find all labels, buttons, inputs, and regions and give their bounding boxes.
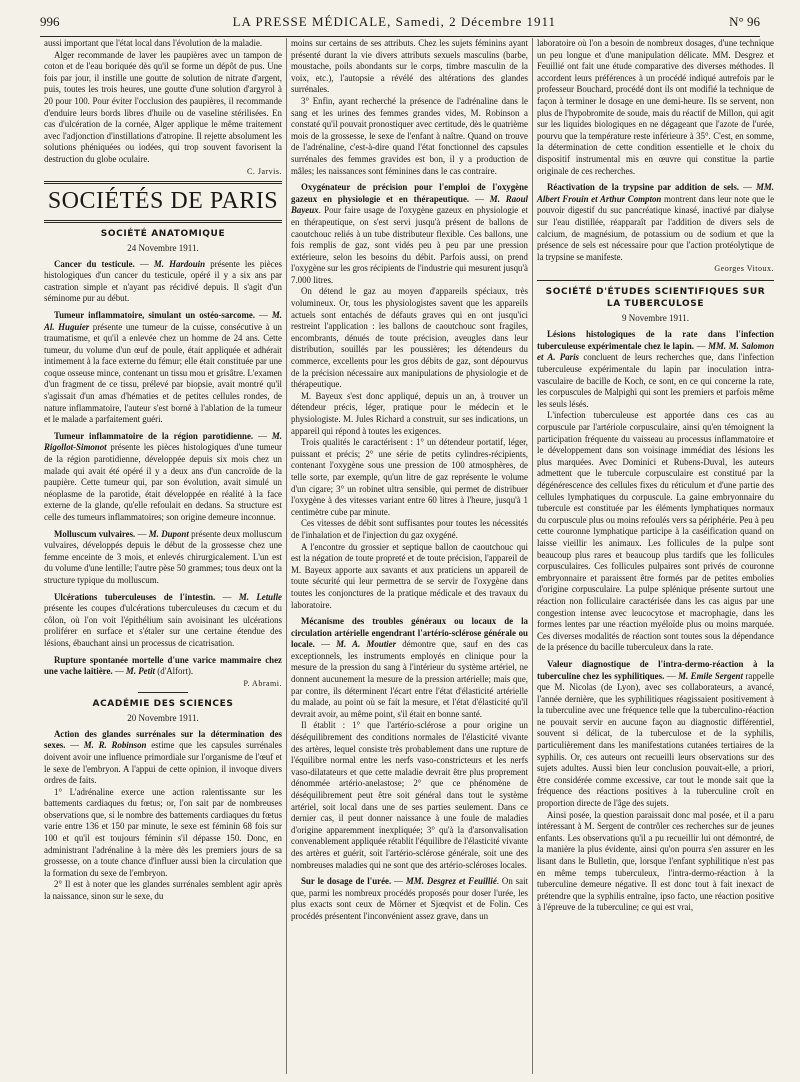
signature: Georges Vitoux. [714,264,774,274]
entry: Tumeur inflammatoire de la région parotidienne. — M. Rigollot-Simonot présente les pièces histologiques d'une tumeur de la région parotidienne, développée depuis six mois chez un malade qui avait été opéré il y a deux ans d'un cancroïde de la paupière. Cette tumeur qui, par son évolution, avait simulé un néoplasme de la parotide, était développée en réalité à la face externe de la glande, qu'elle refoulait en dedans. Sa structure est celle des tumeurs inflammatoires; son origine demeure inconnue. [44,430,283,522]
entry: Molluscum vulvaires. — M. Dupont présente deux molluscum vulvaires, développés depuis le début de la grossesse chez une femme enceinte de 3 mois, et enlevés chirurgicalement. L'un est du volume d'une lentille; l'autre pèse 50 grammes; tous deux ont la structure typique du molluscum. [44,528,283,585]
page-header [40,14,760,37]
entry: Valeur diagnostique de l'intra-dermo-réaction à la tuberculine chez les syphilitiques. — M. Emile Sergent rappelle que M. Nicolas (de Lyon), avec ses collaborateurs, a avancé, l'année dernière, que les syphilitiques réagissaient positivement à la tuberculine avec une fréquence telle que la tuberculino-réaction ne pouvait servir en aucune façon au diagnostic différentiel, souvent si délicat, de la tuberculose et de la syphilis, particulièrement dans les manifestations cutanées tertiaires de la syphilis. Or, ces auteurs ont recueilli leurs observations sur des sujets adultes. Aussi bien leur conclusion pouvait-elle, a priori, être considérée comme excessive, car tout le monde sait que la fréquence des réactions positives à la tuberculine croît en proportion directe de l'âge des sujets. [537,658,775,809]
paragraph: Ces vitesses de débit sont suffisantes pour toutes les nécessités de l'inhalation et de l'injection du gaz oxygéné. [291,518,528,540]
entry: Action des glandes surrénales sur la détermination des sexes. — M. R. Robinson estime que les capsules surrénales doivent avoir une influence primordiale sur l'organisme de l'œuf et le sexe de l'embryon. A l'appui de cette opinion, il invoque divers ordres de faits. [44,728,283,786]
signature: C. Jarvis. [247,166,282,176]
entry: Lésions histologiques de la rate dans l'infection tuberculeuse expérimentale chez le lapin. — MM. M. Salomon et A. Paris concluent de leurs recherches que, dans l'infection tuberculeuse expérimentale du lapin par inoculation intra-vasculaire de bacille de Koch, ce sont, en ce qui concerne la rate, les corpuscules de Malpighi qui sont les premiers et parfois même les seuls lésés. [537,329,775,409]
issue-number: N° 96 [729,14,760,29]
divider [44,181,282,184]
session-date: 9 Novembre 1911. [622,313,689,324]
paragraph: 1° L'adrénaline exerce une action ralentissante sur les battements cardiaques du fœtus; or, l'on sait par de nombreuses observations que, si le nombre des battements cardiaques du fœtus varie entre 136 et 150 par minute, le sexe est féminin 68 fois sur 100 et qu'il est toujours féminin s'il dépasse 150. Donc, en administrant l'adrénaline à la mère dès les premiers jours de sa grossesse, on a toute chance d'influer aussi bien la circulation que la formation du sexe de l'embryon. [44,786,282,878]
section-title: SOCIÉTÉS DE PARIS [47,187,279,214]
divider [138,692,188,693]
paragraph: moins sur certains de ses attributs. Chez les sujets féminins ayant présenté durant la vie divers attributs sexuels masculins (barbe, moustache, poils abondants sur le corps, timbre masculin de la voix, etc.), l'autopsie a révélé des altérations des glandes surrénales. [291,38,528,95]
session-date: 20 Novembre 1911. [127,712,199,723]
column-1 [40,38,286,1074]
paragraph: 3° Enfin, ayant recherché la présence de l'adrénaline dans le sang et les urines des femmes grandes vides, M. Robinson a constaté qu'il pouvait pronostiquer avec certitude, dès le quatrième mois de la grossesse, le sexe de l'enfant à naître. Quand on trouve de l'adrénaline, c'est-à-dire quand l'état fonctionnel des capsules surrénales des femmes gravides est bon, il y a production de mâles; les naissances sont féminines dans le cas contraire. [291,95,528,176]
paragraph: A l'encontre du grossier et septique ballon de caoutchouc qui est la négation de toute propreté et de toute précision, l'appareil de M. Bayeux apporte aux savants et aux praticiens un appareil de toute sécurité qui leur permettra de se servir de l'oxygène dans toutes les conjonctures de la pratique médicale et des travaux du laboratoire. [291,541,528,610]
society-heading: SOCIÉTÉ D'ÉTUDES SCIENTIFIQUES SUR LA TUBERCULOSE [545,287,766,310]
session-date: 24 Novembre 1911. [127,242,199,253]
paragraph: Ainsi posée, la question paraissait donc mal posée, et il a paru intéressant à M. Sergent de contrôler ces recherches sur de jeunes enfants. Les observations qu'il a pu recueillir lui ont démontré, de la manière la plus évidente, ainsi qu'on pourra s'en assurer en les lisant dans le Bulletin, que, lorsque l'enfant syphilitique n'est pas en même temps tuberculeux, l'intra-dermo-réaction à la tuberculine demeure négative. Il est donc tout à fait inexact de prétendre que la syphilis entraîne, ipso facto, une réaction positive à l'épreuve de la tuberculine; ce qui est vrai, [537,809,774,913]
paragraph: laboratoire où l'on a besoin de nombreux dosages, d'une technique un peu longue et d'une manipulation délicate. MM. Desgrez et Feuillié ont fait une étude comparative des diverses méthodes. Il accordent leurs préférences à un procédé indiqué autrefois par le professeur Bouchard, procédé dont ils ont modifié la technique de façon à terminer le dosage en une demi-heure. Ils se servent, non plus de l'hypobromite de soude, mais du réactif de Millon, qui agit sur les liquides biologiques en ne dégageant que l'azote de l'urée, pourvu que la température reste inférieure à 35°. C'est, en somme, la détermination de cette condition essentielle et le choix du dispositif instrumental mis en œuvre qui constitue la partie originale de ces recherches. [537,38,774,176]
entry: Cancer du testicule. — M. Hardouin présente les pièces histologiques d'un cancer du testicule, opéré il y a six ans par castration simple et n'ayant pas récidivé depuis. Il s'agit d'un séminome pur au début. [44,258,282,304]
entry: Ulcérations tuberculeuses de l'intestin. — M. Letulle présente les coupes d'ulcérations tuberculeuses du cæcum et du côlon, où l'on voit l'épithélium sain avoisinant les ulcérations proliférer en surface et s'étaler sur une certaine étendue des lésions, ébauchant ainsi un processus de cicatrisation. [44,591,282,648]
paragraph: 2° Il est à noter que les glandes surrénales semblent agir après la naissance, sinon sur le sexe, du [44,879,282,902]
paragraph: L'infection tuberculeuse est apportée dans ces cas au corpuscule par l'artériole corpusculaire, ainsi qu'en témoignent la participation fréquente du vaisseau au processus inflammatoire et le développement dans son voisinage immédiat des lésions les plus marquées. Avec Dominici et Rubens-Duval, les auteurs admettent que le tubercule corpusculaire est constitué par la dégénérescence des cellules fixes du réticulum et d'une partie des cellules lymphatiques du corpuscule. La gaine embryonnaire du tubercule est constituée par les éléments lymphatiques normaux du corpuscule plus ou moins refoulés vers sa périphérie. Peu à peu cette couronne lymphatique participe à la caséification quand on laisse vieillir les animaux. Les follicules de la pulpe sont beaucoup plus rares et beaucoup plus tardifs que les follicules corpusculaires. Ces follicules pulpaires sont privés de couronne embryonnaire et paraissent être formés par de petites embolies d'origine corpusculaire. La pulpe splénique présente surtout une réaction non folliculaire caractérisée dans les cas aigus par une congestion intense avec leucocytose et macrophagie, dans les formes lentes par une réaction myéloïde plus ou moins marquée. Ces diverses modalités de réaction sont toutes sous la dépendance de la présence du bacille tuberculeux dans la rate. [537,410,774,653]
paragraph: Alger recommande de laver les paupières avec un tampon de coton et de l'eau boriquée dès qu'il se forme un dépôt de pus. Une fois par jour, il instille une goutte de solution de nitrate d'argent, puis, toutes les trois heures, une goutte d'une solution d'argyrol à 20 pour 100. Pour éviter l'occlusion des paupières, il recommande d'enduire leurs bords libres d'huile ou de vaseline stérilisées. En cas d'ulcération de la cornée, Alger applique le même traitement avec l'adjonction d'instillations d'atropine. Il rejette absolument les solutions phéniquées ou iodées, qui trop souvent favorisent la destruction du globe oculaire. [44,49,282,164]
entry: Oxygénateur de précision pour l'emploi de l'oxygène gazeux en physiologie et en thérapeutique. — M. Raoul Bayeux. Pour faire usage de l'oxygène gazeux en physiologie et en thérapeutique, on s'est servi jusqu'à présent de ballons de caoutchouc reliés à un tube distributeur flexible. Ces ballons, une fois remplis de gaz, sont vidés peu à peu par une pression extérieure, selon les besoins du débit. Parfois aussi, on prend l'oxygène sur les gros récipients de l'industrie qui mesurent jusqu'à 7.000 litres. [291,182,528,285]
divider [44,220,282,223]
signature: P. Abrami. [243,678,282,688]
divider [537,280,774,281]
paragraph: Trois qualités le caractérisent : 1° un détendeur portatif, léger, puissant et précis; 2° une série de petits cylindres-récipients, contenant l'oxygène sous une pression de 100 atmosphères, de telle sorte, par exemple, qu'un litre de gaz représente le volume d'un cigare; 3° un robinet ultra sensible, qui permet de distribuer l'oxygène à des vitesses variant entre 60 litres à l'heure, jusqu'à 1 centimètre cube par minute. [291,437,528,517]
society-heading: ACADÉMIE DES SCIENCES [92,698,234,709]
entry: Sur le dosage de l'urée. — MM. Desgrez et Feuillié. On sait que, parmi les nombreux procédés proposés pour doser l'urée, les plus exacts sont ceux de Mörner et Sjœqvist et de Folin. Ces procédés présentent l'inconvénient assez grave, dans un [291,876,529,921]
paragraph: Il établit : 1° que l'artério-sclérose a pour origine un déséquilibrement des conditions normales de l'élasticité vivante des artères, lequel consiste très probablement dans une rupture de l'équilibre normal entre les nerfs vaso-constricteurs et les nerfs vaso-dilatateurs et que cette maladie devrait être plus proprement dénommée artério-anelastose; 2° que ce phénomène de déséquilibrement peut être soit général dans tout le système artériel, soit local dans une de ses parties seulement. Dans ce dernier cas, il peut donner naissance à une foule de maladies d'origine apparemment inexpliquée; 3° qu'à la d'arsonvalisation convenablement appliquée rétablit l'équilibre de l'élasticité vivante des artères et guérit, soit l'artério-sclérose générale, soit une des nombreuses maladies qui ne sont que des artério-scléroses locales. [291,720,528,870]
column-3 [532,38,778,1074]
entry: Rupture spontanée mortelle d'une varice mammaire chez une vache laitière. — M. Petit (d'Alfort). [44,654,282,677]
journal-title: LA PRESSE MÉDICALE, Samedi, 2 Décembre 1911 [232,14,557,29]
paragraph: On détend le gaz au moyen d'appareils spéciaux, très volumineux. Or, tous les physiologistes savent que les appareils actuels sont entachés de défauts graves qui en ont jusqu'ici restreint l'application : les ballons de caoutchouc sont fragiles, encombrants, dénués de toute précision, aveugles dans leur distribution, souillés par les poussières; les détendeurs du commerce, excellents pour les gros débits de gaz, sont dépourvus de la précision nécessaire aux manipulations de physiologie et de thérapeutique. [291,286,528,390]
page-number: 996 [40,14,60,29]
society-heading: SOCIÉTÉ ANATOMIQUE [100,228,226,239]
entry: Tumeur inflammatoire, simulant un ostéo-sarcome. — M. Al. Huguier présente une tumeur de la cuisse, consécutive à un traumatisme, et qu'il a enlevée chez un homme de 24 ans. Cette tumeur, du volume d'un œuf de poule, était appliquée et adhérait intimement à la face externe du fémur; elle était constituée par une coque osseuse mince, contenant un tissu mou et grisâtre. L'examen d'un fragment de ce tissu, prélevé par biopsie, avait montré qu'il s'agissait d'un amas d'hématies et de petites cellules rondes, de nature inflammatoire, l'auteur s'est borné à l'ablation de la tumeur et le malade a parfaitement guéri. [44,309,282,425]
paragraph: M. Bayeux s'est donc appliqué, depuis un an, à trouver un détendeur précis, léger, pratique pour le médecin et le physiologiste. M. Jules Richard a construit, sur ses indications, un appareil qui répond à toutes les exigences. [291,390,528,436]
entry: Réactivation de la trypsine par addition de sels. — MM. Albert Frouin et Arthur Compton montrent dans leur note que le pouvoir digestif du suc pancréatique kinasé, inactivé par dialyse sur l'eau distillée, réapparaît par l'addition de divers sels de calcium, de magnésium, de potassium ou de sodium et que la présence de sels est nécessaire pour que l'action protéolytique de la trypsine se manifeste. [537,182,775,262]
column-2 [286,38,532,1074]
entry: Mécanisme des troubles généraux ou locaux de la circulation artérielle engendrant l'artério-sclérose générale ou locale. — M. A. Moutier démontre que, sauf en des cas exceptionnels, les instruments employés en clinique pour la mesure de la pression du sang à l'intérieur du système artériel, ne donnent aucunement la mesure de la pression artérielle; mais que, par contre, ils déterminent l'écart entre l'état d'élasticité artérielle du malade, au point où se fait la mesure, et l'état d'élasticité qu'il devrait avoir, au même point, s'il était en bonne santé. [291,616,529,719]
paragraph: aussi important que l'état local dans l'évolution de la maladie. [44,38,263,48]
